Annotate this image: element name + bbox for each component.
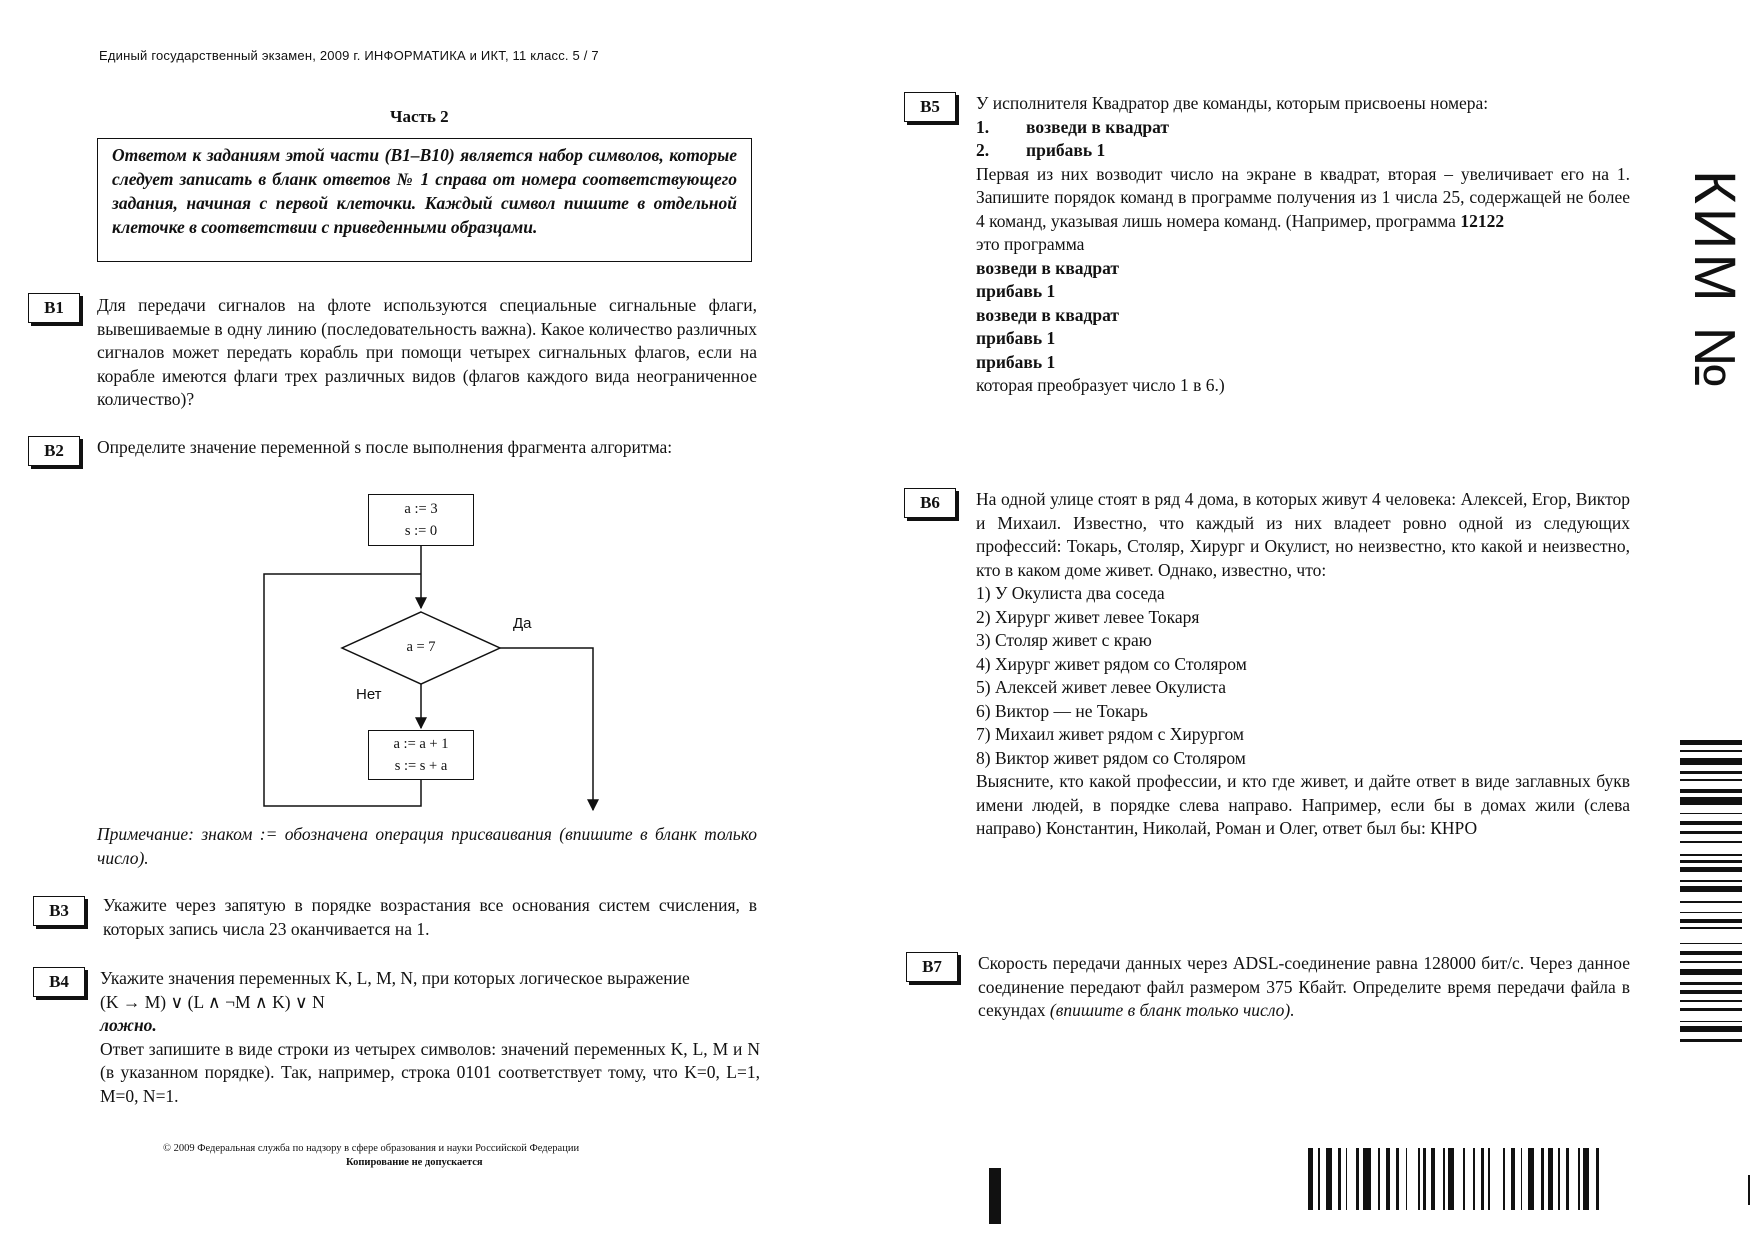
barcode-bar (1596, 1148, 1599, 1210)
barcode-bar (1463, 1148, 1465, 1210)
barcode-bar (1396, 1148, 1399, 1210)
fact-item: 2) Хирург живет левее Токаря (976, 606, 1200, 627)
task-text-b4-answer: Ответ запишите в виде строки из четырех символов: значений переменных K, L, M и N (в указанном порядке). Так, например, строка 0101 соответствует тому, что K=0, L=1, M=0, N=1. (100, 1038, 760, 1106)
flowchart-init-line-1: a := 3 (404, 501, 438, 517)
barcode-bar (1680, 943, 1742, 945)
task-text-b2: Определите значение переменной s после выполнения фрагмента алгоритма: (97, 437, 673, 457)
flowchart-body-line-2: s := s + a (394, 758, 448, 774)
barcode-bar (1680, 1039, 1742, 1042)
task-text-b5-closing: которая преобразует число 1 в 6.) (976, 375, 1225, 395)
task-body-b4 (100, 967, 760, 1108)
task-text-b7: Скорость передачи данных через ADSL-соединение равна 128000 бит/c. Через данное соединение передают файл размером 375 Кбайт. Определите время передачи файла в секундах (978, 953, 1630, 1020)
barcode-bar (1680, 821, 1742, 826)
fact-item: 3) Столяр живет с краю (976, 630, 1152, 650)
barcode-bar (1680, 990, 1742, 995)
task-text-b5-description (976, 163, 1630, 234)
barcode-bar (1680, 797, 1742, 805)
edge-mark (1748, 1175, 1750, 1205)
barcode-vertical (1680, 740, 1742, 1080)
barcode-bar (1680, 854, 1742, 856)
barcode-bar (1680, 779, 1742, 781)
task-text-b5-intro: У исполнителя Квадратор две команды, которым присвоены номера: (976, 93, 1489, 113)
registration-mark (989, 1168, 1001, 1224)
task-body-b7 (978, 952, 1630, 1023)
barcode-bar (1680, 961, 1742, 963)
barcode-bar (1680, 860, 1742, 863)
flowchart-no-label: Нет (356, 686, 382, 703)
barcode-bar (1583, 1148, 1589, 1210)
page-header: Единый государственный экзамен, 2009 г. ИНФОРМАТИКА и ИКТ, 11 класс. 5 / 7 (99, 48, 599, 63)
program-line: прибавь 1 (976, 281, 1056, 301)
barcode-bar (1473, 1148, 1475, 1210)
command-2-name: прибавь 1 (1026, 140, 1106, 160)
fact-item: 7) Михаил живет рядом с Хирургом (976, 724, 1245, 744)
barcode-bar (1680, 901, 1742, 903)
barcode-bar (1680, 841, 1742, 843)
barcode-bar (1680, 1026, 1742, 1032)
barcode-bar (1423, 1148, 1426, 1210)
barcode-bar (1541, 1148, 1544, 1210)
flowchart-body-line-1: a := a + 1 (393, 736, 449, 752)
example-program: 12122 (1460, 210, 1505, 231)
barcode-bar (1488, 1148, 1490, 1210)
program-line: возведи в квадрат (976, 304, 1119, 325)
task-formula-b4: (K → M) ∨ (L ∧ ¬M ∧ K) ∨ N (100, 991, 325, 1012)
command-1 (976, 116, 1630, 140)
task-label-b3: В3 (33, 896, 85, 926)
barcode-bar (1448, 1148, 1454, 1210)
barcode-bar (1318, 1148, 1320, 1210)
barcode-bar (1503, 1148, 1505, 1210)
flowchart-init-line-2: s := 0 (404, 523, 438, 539)
barcode-bar (1356, 1148, 1359, 1210)
command-2 (976, 139, 1630, 163)
barcode-bar (1566, 1148, 1569, 1210)
task-label-b1: В1 (28, 293, 80, 323)
barcode-bar (1443, 1148, 1445, 1210)
fact-item: 1) У Окулиста два соседа (976, 583, 1165, 603)
barcode-bar (1558, 1148, 1560, 1210)
barcode-bar (1431, 1148, 1436, 1210)
task-text-b7-italic: (впишите в бланк только число). (1049, 1000, 1295, 1020)
barcode-bar (1680, 919, 1742, 922)
flowchart-condition: a = 7 (406, 639, 436, 655)
task-text-b1: Для передачи сигналов на флоте используются специальные сигнальные флаги, вывешиваемые в одну линию (последовательность важна). Какое количество различных сигналов может передать корабль при помощи четырех сигнальных флагов, если на корабле имеются флаги трех различных видов (флагов каждого вида неограниченное количество)? (97, 295, 757, 409)
barcode-horizontal (1308, 1148, 1648, 1210)
task-label-b4: В4 (33, 967, 85, 997)
barcode-bar (1680, 813, 1742, 815)
barcode-bar (1680, 912, 1742, 914)
task-text-b4-intro: Укажите значения переменных K, L, M, N, при которых логическое выражение (100, 968, 690, 988)
instructions-box: Ответом к заданиям этой части (В1–В10) является набор символов, которые следует записать в бланк ответов № 1 справа от номера соответствующего задания, начиная с первой клеточки. Каждый символ пишите в отдельной клеточке в соответствии с приведенными образцами. (97, 138, 752, 262)
task-text-b6: На одной улице стоят в ряд 4 дома, в которых живут 4 человека: Алексей, Егор, Виктор и Михаил. Известно, что каждый из них владеет ровно одной из следующих профессий: Токарь, Столяр, Хирург и Окулист, но неизвестно, кто какой и неизвестно, кто в каком доме живет. Однако, известно, что: (976, 489, 1630, 580)
barcode-bar (1511, 1148, 1516, 1210)
task-label-b5: В5 (904, 92, 956, 122)
task-label-b7: В7 (906, 952, 958, 982)
barcode-bar (1308, 1148, 1313, 1210)
barcode-bar (1481, 1148, 1484, 1210)
program-line: возведи в квадрат (976, 257, 1119, 278)
barcode-bar (1521, 1148, 1523, 1210)
program-line: прибавь 1 (976, 328, 1056, 348)
barcode-bar (1680, 1008, 1742, 1011)
barcode-bar (1680, 831, 1742, 834)
barcode-bar (1578, 1148, 1580, 1210)
barcode-bar (1680, 771, 1742, 774)
barcode-bar (1680, 750, 1742, 752)
barcode-bar (1680, 886, 1742, 892)
task-body-b6 (976, 488, 1630, 841)
flowchart-yes-label: Да (513, 615, 532, 632)
command-1-name: возведи в квадрат (1026, 116, 1169, 137)
task-label-b6: В6 (904, 488, 956, 518)
this-is-program: это программа (976, 234, 1085, 254)
part-title: Часть 2 (390, 107, 449, 126)
footer-copyright: © 2009 Федеральная служба по надзору в сфере образования и науки Российской Федерации (163, 1143, 580, 1154)
barcode-bar (1680, 927, 1742, 929)
barcode-bar (1338, 1148, 1341, 1210)
command-1-number: 1. (976, 116, 990, 137)
fact-item: 5) Алексей живет левее Окулиста (976, 677, 1226, 697)
task-false-word-b4: ложно. (100, 1015, 157, 1035)
barcode-bar (1680, 969, 1742, 975)
barcode-bar (1680, 758, 1742, 764)
task-label-b2: В2 (28, 436, 80, 466)
flowchart-init-box (368, 494, 474, 546)
barcode-bar (1346, 1148, 1348, 1210)
fact-item: 4) Хирург живет рядом со Столяром (976, 653, 1247, 674)
barcode-bar (1680, 867, 1742, 872)
barcode-bar (1406, 1148, 1408, 1210)
barcode-bar (1680, 951, 1742, 956)
barcode-bar (1680, 1000, 1742, 1002)
barcode-bar (1378, 1148, 1380, 1210)
fact-item: 6) Виктор — не Токарь (976, 700, 1148, 721)
task-text-b3: Укажите через запятую в порядке возрастания все основания систем счисления, в которых запись числа 23 оканчивается на 1. (103, 895, 757, 939)
task-body-b5 (976, 92, 1630, 398)
task-note-b2: Примечание: знаком := обозначена операция присваивания (впишите в бланк только число). (97, 824, 757, 868)
barcode-bar (1528, 1148, 1534, 1210)
fact-item: 8) Виктор живет рядом со Столяром (976, 747, 1246, 768)
flowchart-body-box (368, 730, 474, 780)
barcode-bar (1386, 1148, 1391, 1210)
barcode-bar (1680, 982, 1742, 985)
barcode-bar (1680, 1021, 1742, 1023)
barcode-bar (1326, 1148, 1332, 1210)
barcode-bar (1418, 1148, 1420, 1210)
flowchart (240, 490, 620, 820)
footer-copy-notice: Копирование не допускается (346, 1157, 483, 1168)
barcode-bar (1680, 740, 1742, 745)
task-text-b6-closing: Выясните, кто какой профессии, и кто где живет, и дайте ответ в виде заглавных букв имени людей, в порядке слева направо. Например, если бы в домах жили (слева направо) Константин, Николай, Роман и Олег, ответ был бы: КНРО (976, 771, 1630, 838)
barcode-bar (1680, 789, 1742, 792)
barcode-bar (1548, 1148, 1553, 1210)
command-2-number: 2. (976, 140, 990, 160)
barcode-bar (1680, 880, 1742, 882)
program-line: прибавь 1 (976, 351, 1056, 372)
barcode-bar (1363, 1148, 1371, 1210)
kim-number-label: КИМ № (1682, 170, 1747, 393)
task-text-b5: Первая из них возводит число на экране в квадрат, вторая – увеличивает его на 1. Запишите порядок команд в программе получения из 1 числа 25, содержащей не более 4 команд, указывая лишь номера команд. (Например, программа (976, 163, 1630, 231)
